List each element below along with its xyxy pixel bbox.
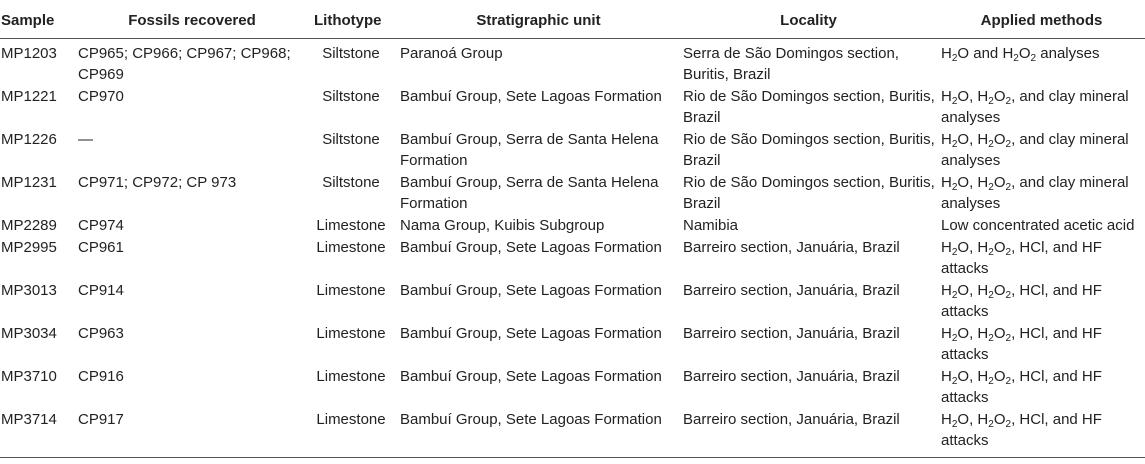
cell-stratigraphic-unit: Bambuí Group, Sete Lagoas Formation bbox=[400, 325, 662, 342]
cell-locality: Namibia bbox=[683, 217, 739, 234]
cell-locality: Barreiro section, Januária, Brazil bbox=[683, 368, 900, 385]
cell-locality: Rio de São Domingos section, Buritis, Brazil bbox=[683, 131, 935, 169]
cell-sample: MP2289 bbox=[1, 217, 57, 234]
cell-stratigraphic-unit: Bambuí Group, Sete Lagoas Formation bbox=[400, 282, 662, 299]
cell-stratigraphic-unit: Nama Group, Kuibis Subgroup bbox=[400, 217, 605, 234]
cell-locality: Serra de São Domingos section, Buritis, Brazil bbox=[683, 45, 899, 83]
cell-sample: MP2995 bbox=[1, 239, 57, 256]
cell-stratigraphic-unit: Bambuí Group, Serra de Santa Helena Formation bbox=[400, 174, 659, 212]
table-row bbox=[0, 408, 1145, 458]
header-locality: Locality bbox=[679, 2, 937, 39]
cell-sample: MP3714 bbox=[0, 408, 77, 458]
cell-lithotype: Limestone bbox=[316, 217, 386, 234]
cell-applied-methods: Low concentrated acetic acid bbox=[941, 217, 1135, 234]
cell-fossils-recovered: — bbox=[78, 131, 93, 148]
cell-locality: Barreiro section, Januária, Brazil bbox=[683, 325, 900, 342]
cell-lithotype: Siltstone bbox=[322, 45, 380, 62]
table-header bbox=[0, 2, 1145, 39]
table-row bbox=[0, 39, 1145, 86]
cell-fossils-recovered: CP916 bbox=[78, 368, 124, 385]
table-body bbox=[0, 39, 1145, 458]
cell-sample: MP1203 bbox=[1, 45, 57, 62]
cell-sample: MP3710 bbox=[1, 368, 57, 385]
table-row bbox=[0, 236, 1145, 279]
table-row bbox=[0, 128, 1145, 171]
cell-lithotype: Siltstone bbox=[322, 174, 380, 191]
header-lithotype: Lithotype bbox=[306, 2, 397, 39]
cell-lithotype: Limestone bbox=[316, 325, 386, 342]
samples-table bbox=[0, 2, 1145, 458]
cell-fossils-recovered: CP974 bbox=[78, 217, 124, 234]
cell-stratigraphic-unit: Paranoá Group bbox=[400, 45, 503, 62]
cell-fossils-recovered: CP970 bbox=[78, 88, 124, 105]
cell-locality: Barreiro section, Januária, Brazil bbox=[679, 408, 937, 458]
table-row bbox=[0, 279, 1145, 322]
header-fossils-recovered: Fossils recovered bbox=[77, 2, 306, 39]
cell-lithotype: Limestone bbox=[316, 239, 386, 256]
cell-fossils-recovered: CP961 bbox=[78, 239, 124, 256]
cell-applied-methods: $H_2O$, $H_2O_2$, and clay mineral analyses bbox=[941, 88, 1129, 126]
cell-applied-methods: $H_2O$, $H_2O_2$, HCl, and HF attacks bbox=[941, 368, 1102, 406]
cell-stratigraphic-unit: Bambuí Group, Sete Lagoas Formation bbox=[400, 368, 662, 385]
cell-sample: MP3013 bbox=[1, 282, 57, 299]
cell-sample: MP3034 bbox=[1, 325, 57, 342]
cell-sample: MP1226 bbox=[1, 131, 57, 148]
cell-locality: Rio de São Domingos section, Buritis, Brazil bbox=[683, 88, 935, 126]
cell-stratigraphic-unit: Bambuí Group, Sete Lagoas Formation bbox=[397, 408, 679, 458]
cell-sample: MP1231 bbox=[1, 174, 57, 191]
cell-sample: MP1221 bbox=[1, 88, 57, 105]
cell-applied-methods: $H_2O$, $H_2O_2$, and clay mineral analyses bbox=[941, 174, 1129, 212]
cell-fossils-recovered: CP965; CP966; CP967; CP968; CP969 bbox=[78, 45, 291, 83]
table-row bbox=[0, 322, 1145, 365]
cell-applied-methods: $H_2O$, $H_2O_2$, HCl, and HF attacks bbox=[941, 239, 1102, 277]
cell-lithotype: Siltstone bbox=[322, 88, 380, 105]
cell-fossils-recovered: CP917 bbox=[77, 408, 306, 458]
cell-locality: Rio de São Domingos section, Buritis, Brazil bbox=[683, 174, 935, 212]
cell-locality: Barreiro section, Januária, Brazil bbox=[683, 239, 900, 256]
header-applied-methods: Applied methods bbox=[937, 2, 1145, 39]
table-row bbox=[0, 214, 1145, 236]
table-row bbox=[0, 365, 1145, 408]
header-stratigraphic-unit: Stratigraphic unit bbox=[397, 2, 679, 39]
cell-lithotype: Limestone bbox=[316, 368, 386, 385]
cell-applied-methods: $H_2O$, $H_2O_2$, HCl, and HF attacks bbox=[941, 325, 1102, 363]
cell-fossils-recovered: CP914 bbox=[78, 282, 124, 299]
cell-stratigraphic-unit: Bambuí Group, Sete Lagoas Formation bbox=[400, 239, 662, 256]
cell-lithotype: Limestone bbox=[306, 408, 397, 458]
cell-applied-methods: $H_2O$ and $H_2O_2$ analyses bbox=[941, 45, 1100, 64]
header-row bbox=[0, 2, 1145, 39]
cell-lithotype: Siltstone bbox=[322, 131, 380, 148]
cell-stratigraphic-unit: Bambuí Group, Serra de Santa Helena Formation bbox=[400, 131, 659, 169]
cell-applied-methods: $H_2O$, $H_2O_2$, and clay mineral analyses bbox=[941, 131, 1129, 169]
cell-fossils-recovered: CP963 bbox=[78, 325, 124, 342]
cell-lithotype: Limestone bbox=[316, 282, 386, 299]
cell-applied-methods: $H_2O$, $H_2O_2$, HCl, and HF attacks bbox=[937, 408, 1145, 458]
header-sample: Sample bbox=[0, 2, 77, 39]
table-row bbox=[0, 85, 1145, 128]
table-row bbox=[0, 171, 1145, 214]
cell-applied-methods: $H_2O$, $H_2O_2$, HCl, and HF attacks bbox=[941, 282, 1102, 320]
cell-stratigraphic-unit: Bambuí Group, Sete Lagoas Formation bbox=[400, 88, 662, 105]
cell-locality: Barreiro section, Januária, Brazil bbox=[683, 282, 900, 299]
cell-fossils-recovered: CP971; CP972; CP 973 bbox=[78, 174, 237, 191]
